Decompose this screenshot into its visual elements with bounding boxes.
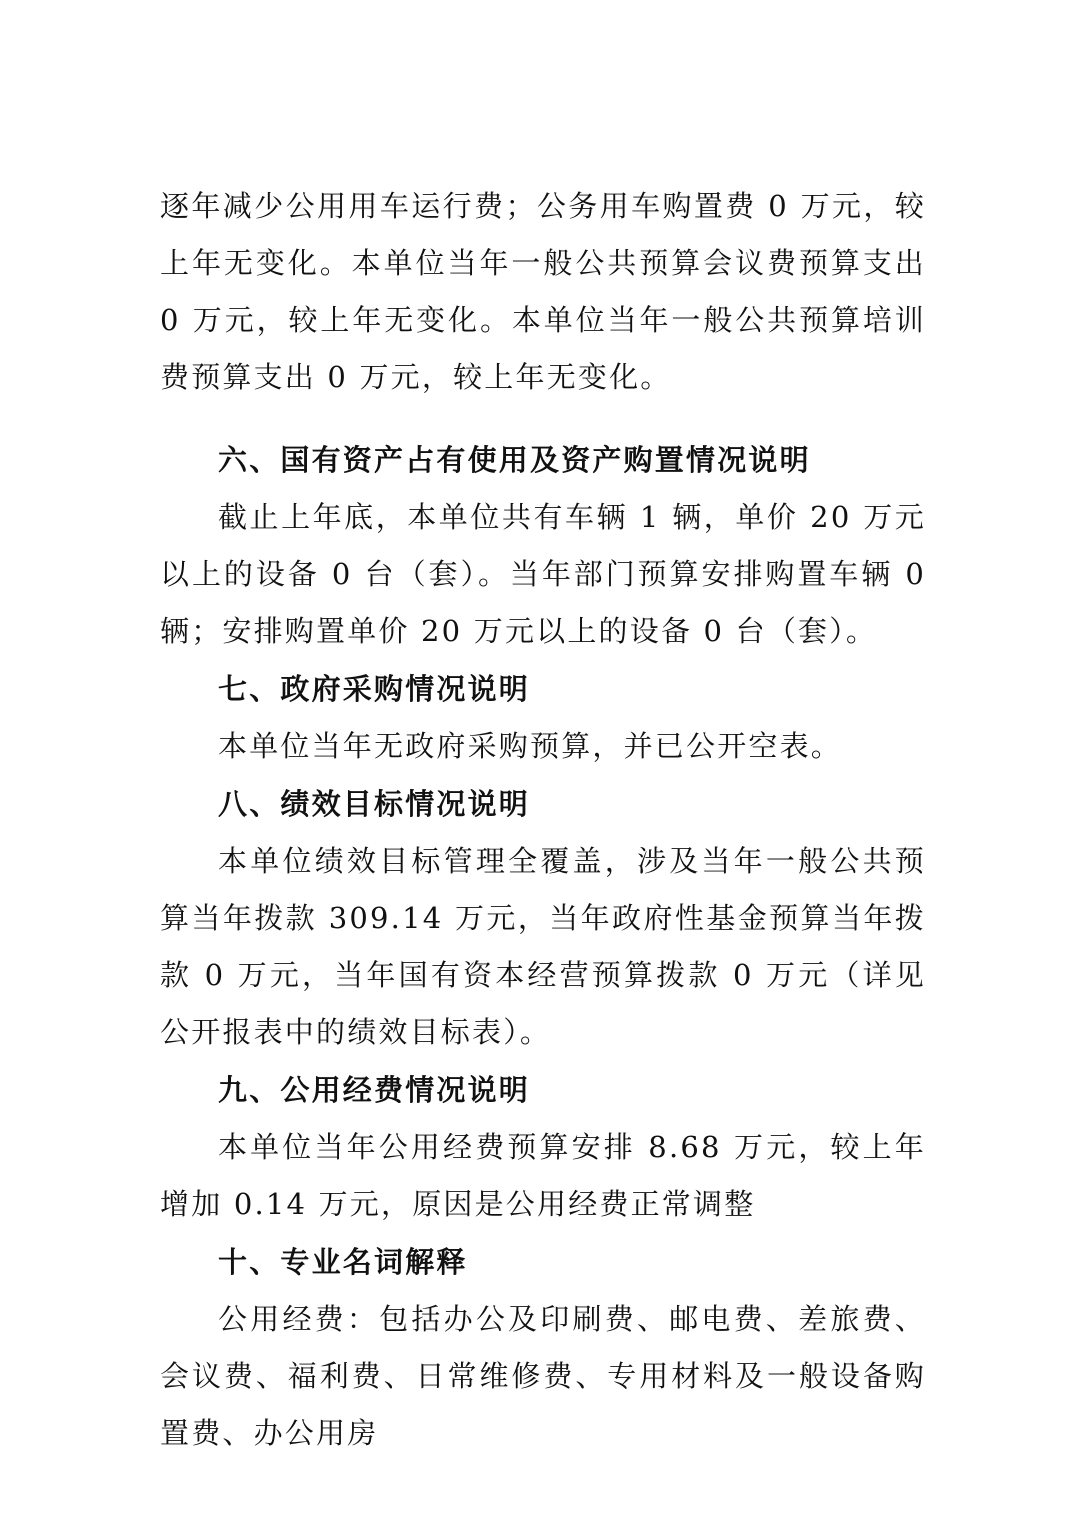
section-body-glossary: 公用经费：包括办公及印刷费、邮电费、差旅费、会议费、福利费、日常维修费、专用材料及一般设备购置费、办公用房 — [160, 1302, 926, 1450]
section-heading-public-funds: 九、公用经费情况说明 — [218, 1073, 531, 1107]
continued-paragraph: 逐年减少公用用车运行费；公务用车购置费 0 万元，较上年无变化。本单位当年一般公共预算会议费预算支出 0 万元，较上年无变化。本单位当年一般公共预算培训费预算支出 0 万元，较上年无变化。 — [160, 189, 926, 394]
section-body-public-funds: 本单位当年公用经费预算安排 8.68 万元，较上年增加 0.14 万元，原因是公用经费正常调整 — [160, 1130, 926, 1221]
section-heading-glossary: 十、专业名词解释 — [218, 1245, 468, 1279]
section-heading-assets: 六、国有资产占有使用及资产购置情况说明 — [218, 443, 811, 477]
section-heading-performance: 八、绩效目标情况说明 — [218, 787, 531, 821]
section-body-assets: 截止上年底，本单位共有车辆 1 辆，单价 20 万元以上的设备 0 台（套）。当年部门预算安排购置车辆 0 辆；安排购置单价 20 万元以上的设备 0 台（套）。 — [160, 500, 926, 648]
section-body-procurement: 本单位当年无政府采购预算，并已公开空表。 — [218, 729, 843, 763]
section-heading-procurement: 七、政府采购情况说明 — [218, 672, 531, 706]
section-body-performance: 本单位绩效目标管理全覆盖，涉及当年一般公共预算当年拨款 309.14 万元，当年政府性基金预算当年拨款 0 万元，当年国有资本经营预算拨款 0 万元（详见公开报表中的绩效目标表）。 — [160, 844, 926, 1049]
document-body — [160, 178, 926, 1462]
